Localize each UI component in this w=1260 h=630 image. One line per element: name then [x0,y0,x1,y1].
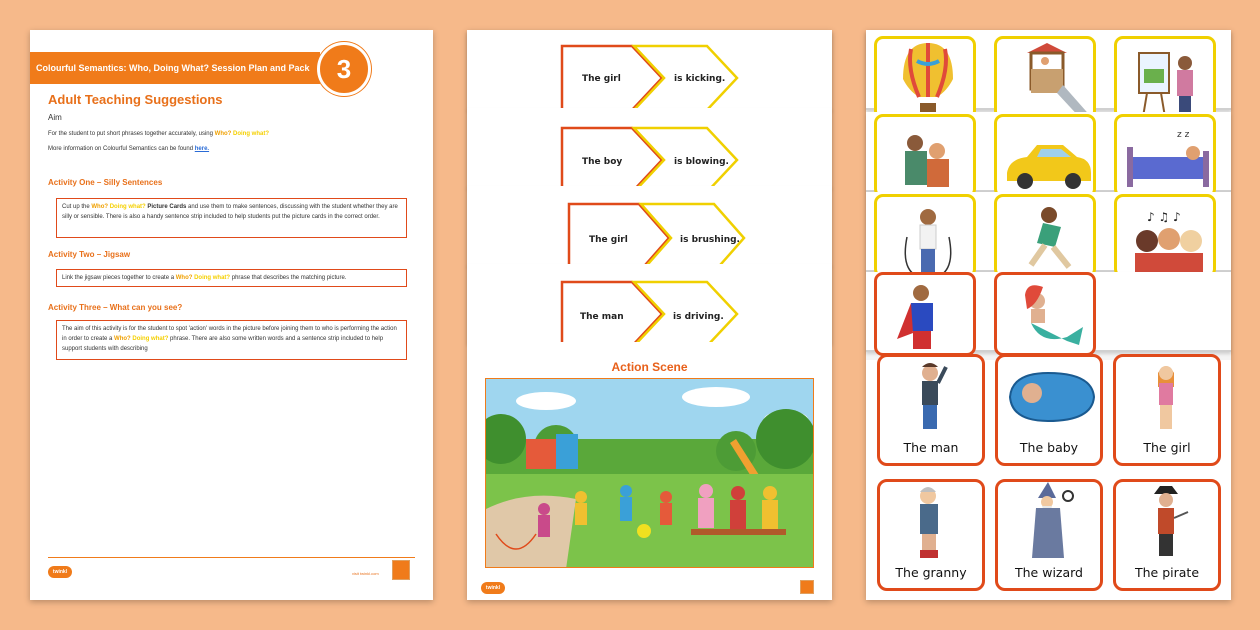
wizard-icon [998,482,1103,562]
superhero-card[interactable] [874,272,976,356]
page-footer-rule [48,557,415,558]
the-baby-card[interactable] [995,354,1103,466]
jigsaw-arrows-icon [467,186,832,266]
granny-icon [880,482,985,562]
footer-url: visit twinkl.com [352,571,379,576]
action-scene-page [467,342,832,600]
banner-title: Colourful Semantics: Who, Doing What? Session Plan and Pack [30,52,320,84]
people-hugging-icon [877,117,976,198]
card-label: The pirate [1134,565,1200,580]
running-child-card[interactable] [994,194,1096,278]
mermaid-icon [997,275,1096,356]
jigsaw-strip [467,108,832,188]
twinkl-logo: twinkl [481,582,505,594]
running-child-icon [997,197,1096,278]
children-singing-card[interactable] [1114,194,1216,278]
the-man-card[interactable] [877,354,985,466]
jigsaw-page [467,30,832,600]
pirate-icon [1116,482,1221,562]
activity-two-box: Link the jigsaw pieces together to create a Who? Doing what? phrase that describes the matching picture. [56,269,407,287]
more-info-link[interactable]: here. [194,146,210,152]
card-label: The man [903,440,959,455]
painter-easel-icon [1117,39,1216,120]
card-label: The baby [1019,440,1079,455]
park-scene-illustration [485,378,814,568]
who-piece-label: The girl [589,235,628,245]
activity-three-title: Activity Three – What can you see? [48,303,183,312]
page-heading: Adult Teaching Suggestions [48,92,223,107]
aim-label: Aim [48,113,62,122]
jigsaw-strip [467,264,832,344]
action-scene-title: Action Scene [611,360,688,374]
session-number-badge: 3 [317,42,371,96]
the-granny-card[interactable] [877,479,985,591]
jigsaw-arrows-icon [467,264,832,344]
card-label: The girl [1143,440,1191,455]
person-sleeping-bed-icon [1117,117,1216,198]
the-girl-card[interactable] [1113,354,1221,466]
what-piece-label: is brushing. [680,235,740,245]
man-icon [880,357,985,437]
word-cards-sheet [866,360,1231,600]
children-singing-icon [1117,197,1216,278]
who-piece-label: The man [580,312,624,322]
jigsaw-arrows-icon [467,108,832,188]
award-badge-icon [392,560,410,580]
what-piece-label: is kicking. [674,74,726,84]
what-piece-label: is blowing. [674,157,729,167]
award-badge-icon [800,580,814,594]
baby-icon [998,357,1103,437]
activity-one-title: Activity One – Silly Sentences [48,178,163,187]
who-piece-label: The girl [582,74,621,84]
picture-cards-page [866,30,1231,600]
skipping-rope-child-icon [877,197,976,278]
yellow-car-icon [997,117,1096,198]
people-hugging-card[interactable] [874,114,976,198]
hot-air-balloon-icon [877,39,976,120]
superhero-icon [877,275,976,356]
the-pirate-card[interactable] [1113,479,1221,591]
painter-easel-card[interactable] [1114,36,1216,120]
jigsaw-strip [467,186,832,266]
more-info-text: More information on Colourful Semantics can be found here. [48,146,210,152]
svg-text:♪ ♫ ♪: ♪ ♫ ♪ [1147,210,1181,224]
the-wizard-card[interactable] [995,479,1103,591]
svg-text:z z: z z [1177,130,1190,140]
playground-slide-icon [997,39,1096,120]
jigsaw-arrows-icon [467,30,832,110]
playground-slide-card[interactable] [994,36,1096,120]
who-piece-label: The boy [582,157,623,167]
card-label: The granny [895,565,967,580]
what-piece-label: is driving. [673,312,724,322]
skipping-rope-child-card[interactable] [874,194,976,278]
activity-three-box: The aim of this activity is for the student to spot 'action' words in the picture before joining them to who is performing the action in order to create a Who? Doing what? phrase. There are also some written words and a sentence strip included to help support students with describing [56,320,407,360]
hot-air-balloon-card[interactable] [874,36,976,120]
jigsaw-strip [467,30,832,110]
aim-text: For the student to put short phrases together accurately, using Who? Doing what? [48,131,269,137]
mermaid-card[interactable] [994,272,1096,356]
session-plan-page [30,30,433,600]
person-sleeping-bed-card[interactable] [1114,114,1216,198]
activity-one-box: Cut up the Who? Doing what? Picture Cards and use them to make sentences, discussing with the student whether they are silly or sensible. There is also a handy sentence strip included to help students put the picture cards in the correct order. [56,198,407,238]
girl-icon [1116,357,1221,437]
activity-two-title: Activity Two – Jigsaw [48,250,131,259]
yellow-car-card[interactable] [994,114,1096,198]
twinkl-logo: twinkl [48,566,72,578]
card-label: The wizard [1015,565,1083,580]
